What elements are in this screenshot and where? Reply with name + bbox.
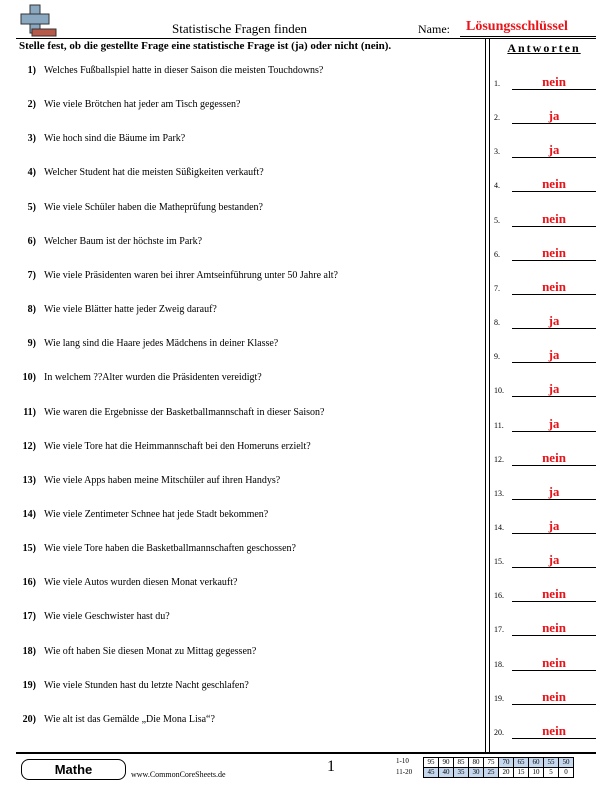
answer-number: 5. [494,215,500,225]
question-text: Wie viele Blätter hatte jeder Zweig darauf? [44,304,217,316]
question-number: 17) [22,611,36,623]
question-number: 9) [27,338,36,350]
answer-value: ja [548,347,560,363]
score-cell: 30 [469,768,484,778]
score-row [424,768,574,778]
question-text: Wie viele Präsidenten waren bei ihrer Amtseinführung unter 50 Jahre alt? [44,269,338,281]
question-text: Welches Fußballspiel hatte in dieser Saison die meisten Touchdowns? [44,65,324,76]
question-text: Welcher Student hat die meisten Süßigkeiten verkauft? [44,167,264,179]
question-number: 8) [27,304,36,316]
answer-value: ja [548,142,560,158]
question-number: 11) [23,406,36,418]
answer-slot[interactable] [494,348,596,364]
answer-slot[interactable] [494,75,596,91]
answer-slot[interactable] [494,212,596,228]
score-cell: 55 [544,758,559,768]
question-number: 12) [22,440,36,452]
answer-slot[interactable] [494,485,596,501]
score-cell: 70 [499,758,514,768]
answer-value: nein [542,176,566,192]
question-number: 3) [27,133,36,145]
score-cell: 35 [454,768,469,778]
score-cell: 5 [544,768,559,778]
question-number: 7) [27,269,36,281]
question-text: Wie viele Stunden hast du letzte Nacht geschlafen? [44,679,249,691]
answer-value: ja [548,483,560,499]
answer-slot[interactable] [494,519,596,535]
answer-number: 4. [494,181,500,191]
score-row [424,758,574,768]
question-text: Wie viele Brötchen hat jeder am Tisch gegessen? [44,99,241,111]
question-text: Wie viele Tore haben die Basketballmannschaften geschossen? [44,543,296,555]
score-cell: 60 [529,758,544,768]
answer-number: 15. [494,557,504,567]
answer-value: nein [542,74,566,89]
answer-slot[interactable] [494,656,596,672]
answer-slot[interactable] [494,451,596,467]
answer-number: 8. [494,318,500,328]
question-number: 6) [27,235,36,247]
answer-number: 12. [494,454,504,464]
score-cell: 15 [514,768,529,778]
answer-slot[interactable] [494,109,596,125]
question-text: Wie viele Zentimeter Schnee hat jede Stadt bekommen? [44,508,269,520]
answer-slot[interactable] [494,724,596,740]
score-cell: 10 [529,768,544,778]
question-number: 20) [22,713,36,725]
answer-value: nein [542,654,566,670]
question-text: Wie viele Autos wurden diesen Monat verkauft? [44,577,238,589]
question-number: 18) [22,645,36,657]
question-number: 13) [22,474,36,486]
column-divider-right [489,38,490,752]
score-row-label: 11-20 [396,768,413,776]
answer-value: nein [542,586,566,602]
answer-slot[interactable] [494,280,596,296]
score-cell: 0 [559,768,574,778]
score-cell: 75 [484,758,499,768]
subject-badge: Mathe [21,759,126,780]
page-number: 1 [327,758,335,775]
answer-number: 18. [494,659,504,669]
name-label: Name: [418,22,450,36]
answer-slot[interactable] [494,690,596,706]
answer-value: ja [548,517,560,533]
question-text: In welchem ??Alter wurden die Präsidenten vereidigt? [44,372,262,384]
answer-value: ja [548,415,560,431]
score-cell: 40 [439,768,454,778]
question-text: Wie oft haben Sie diesen Monat zu Mittag gegessen? [44,645,257,657]
answer-value: ja [548,552,560,568]
question-number: 2) [27,99,36,111]
score-row-label: 1-10 [396,757,409,765]
answer-slot[interactable] [494,246,596,262]
answer-number: 14. [494,522,504,532]
question-text: Wie hoch sind die Bäume im Park? [44,133,186,145]
question-number: 1) [27,65,36,76]
answer-number: 2. [494,113,500,123]
question-text: Wie waren die Ergebnisse der Basketballmannschaft in dieser Saison? [44,406,325,418]
score-cell: 85 [454,758,469,768]
answer-value: nein [542,244,566,260]
answer-number: 3. [494,147,500,157]
score-cell: 50 [559,758,574,768]
question-number: 19) [22,679,36,691]
question-text: Welcher Baum ist der höchste im Park? [44,235,203,247]
score-cell: 90 [439,758,454,768]
answer-number: 17. [494,625,504,635]
question-text: Wie viele Schüler haben die Matheprüfung bestanden? [44,201,263,213]
answer-slot[interactable] [494,587,596,603]
worksheet-title: Statistische Fragen finden [172,21,308,36]
score-cell: 25 [484,768,499,778]
question-number: 16) [22,577,36,589]
answer-value: nein [542,278,566,294]
question-text: Wie lang sind die Haare jedes Mädchens in deiner Klasse? [44,338,279,350]
question-number: 5) [27,201,36,213]
answer-slot[interactable] [494,417,596,433]
answer-value: nein [542,722,566,738]
answer-number: 1. [494,79,500,88]
score-cell: 95 [424,758,439,768]
answer-value: nein [542,620,566,636]
question-text: Wie viele Apps haben meine Mitschüler auf ihren Handys? [44,474,281,486]
answer-number: 16. [494,591,504,601]
name-underline [460,36,596,37]
answer-slot[interactable] [494,314,596,330]
answer-slot[interactable] [494,177,596,193]
answer-number: 9. [494,352,500,362]
plus-logo-icon [18,4,58,38]
answer-value: nein [542,449,566,465]
score-table [423,757,574,778]
answer-slot[interactable] [494,143,596,159]
answer-value: ja [548,381,560,397]
question-number: 4) [27,167,36,179]
question-text: Wie viele Geschwister hast du? [44,611,170,623]
header-divider [16,38,596,39]
question-number: 15) [22,543,36,555]
footer-divider [16,752,596,754]
answer-slot[interactable] [494,621,596,637]
question-text: Wie alt ist das Gemälde „Die Mona Lisa“? [44,713,215,725]
answer-number: 11. [494,420,504,430]
score-cell: 20 [499,768,514,778]
answer-number: 20. [494,727,504,737]
answer-number: 7. [494,283,500,293]
answer-number: 10. [494,386,504,396]
question-number: 14) [22,508,36,520]
answer-value: ja [548,313,560,329]
score-cell: 45 [424,768,439,778]
instructions: Stelle fest, ob die gestellte Frage eine statistische Frage ist (ja) oder nicht (nein). [19,40,392,52]
answer-value: ja [548,108,560,124]
answer-value: nein [542,210,566,226]
answer-slot[interactable] [494,553,596,569]
score-cell: 65 [514,758,529,768]
column-divider-left [485,38,486,752]
answer-number: 19. [494,693,504,703]
answers-heading: Antworten [507,41,581,55]
question-text: Wie viele Tore hat die Heimmannschaft bei den Homeruns erzielt? [44,440,311,452]
answer-slot[interactable] [494,382,596,398]
website-link[interactable]: www.CommonCoreSheets.de [131,770,226,779]
answer-number: 13. [494,488,504,498]
question-number: 10) [22,372,36,384]
answer-number: 6. [494,249,500,259]
score-cell: 80 [469,758,484,768]
answer-value: nein [542,688,566,704]
name-value: Lösungsschlüssel [466,19,568,34]
